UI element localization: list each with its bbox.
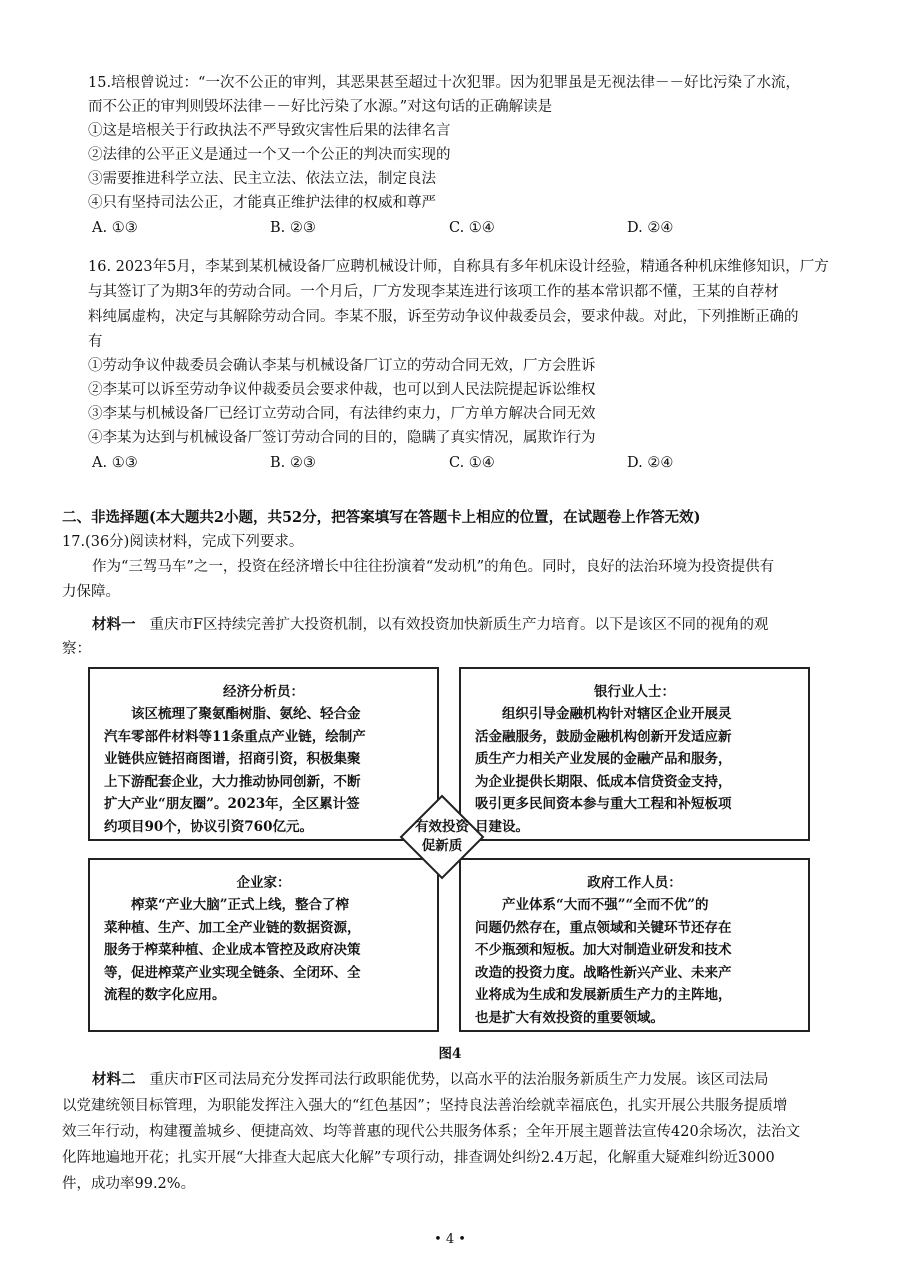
material1-line bbox=[92, 614, 769, 636]
material2-line-3: 效三年行动，构建覆盖城乡、便捷高效、均等普惠的现代公共服务体系；全年开展主题普法宣传420余场次，法治文 bbox=[62, 1124, 801, 1140]
box-tl-line: 扩大产业“朋友圈”。2023年，全区累计签 bbox=[104, 796, 360, 812]
box-tr-line: 质生产力相关产业发展的金融产品和服务， bbox=[475, 751, 732, 767]
q15-statement-4: ④只有坚持司法公正，才能真正维护法律的权威和尊严 bbox=[88, 195, 436, 211]
q15-statement-1: ①这是培根关于行政执法不严导致灾害性后果的法律名言 bbox=[88, 123, 451, 139]
center-line-1: 有效投资 bbox=[415, 819, 469, 835]
box-br-line: 改造的投资力度。战略性新兴产业、未来产 bbox=[475, 964, 732, 981]
page-number: • 4 • bbox=[434, 1232, 466, 1247]
box-bl-line: 榨菜“产业大脑”正式上线，整合了榨 bbox=[131, 897, 350, 913]
box-entrepreneur bbox=[88, 858, 439, 1032]
box-br-line: 问题仍然存在，重点领域和关键环节还存在 bbox=[475, 919, 732, 936]
q16-statement-2: ②李某可以诉至劳动争议仲裁委员会要求仲裁，也可以到人民法院提起诉讼维权 bbox=[88, 382, 596, 398]
material1-label: 材料一 bbox=[92, 616, 136, 633]
box-tl-line: 约项目90个，协议引资760亿元。 bbox=[104, 818, 313, 835]
q16-statement-3: ③李某与机械设备厂已经订立劳动合同，有法律约束力，厂方单方解决合同无效 bbox=[88, 406, 596, 422]
center-diamond-text bbox=[405, 818, 479, 856]
material1-text: 重庆市F区持续完善扩大投资机制，以有效投资加快新质生产力培育。以下是该区不同的视角的观 bbox=[149, 617, 769, 633]
q16-line-3: 料纯属虚构，决定与其解除劳动合同。李某不服，诉至劳动争议仲裁委员会，要求仲裁。对此，下列推断正确的 bbox=[88, 309, 799, 325]
q16-line-4: 有 bbox=[88, 334, 103, 350]
box-banker-title: 银行业人士： bbox=[594, 684, 675, 700]
q17-para1-line1: 作为“三驾马车”之一，投资在经济增长中往往扮演着“发动机”的角色。同时，良好的法治环境为投资提供有 bbox=[92, 559, 775, 575]
center-line-2: 促新质 bbox=[421, 838, 463, 854]
q15-option-d: D. ②④ bbox=[627, 220, 674, 236]
box-tl-line: 汽车零部件材料等11条重点产业链，绘制产 bbox=[104, 728, 366, 745]
q15-option-a: A. ①③ bbox=[92, 220, 138, 236]
q16-statement-4: ④李某为达到与机械设备厂签订劳动合同的目的，隐瞒了真实情况，属欺诈行为 bbox=[88, 430, 596, 446]
q16-line-1: 16. 2023年5月，李某到某机械设备厂应聘机械设计师，自称具有多年机床设计经验，精通各种机床维修知识，厂方 bbox=[88, 259, 829, 275]
box-bl-line: 等，促进榨菜产业实现全链条、全闭环、全 bbox=[104, 964, 361, 981]
box-government-staff-title: 政府工作人员： bbox=[587, 875, 682, 891]
q16-statement-1: ①劳动争议仲裁委员会确认李某与机械设备厂订立的劳动合同无效，厂方会胜诉 bbox=[88, 358, 596, 374]
box-tr-line: 目建设。 bbox=[475, 818, 529, 835]
q17-para1-line2: 力保障。 bbox=[62, 584, 120, 600]
material2-label: 材料二 bbox=[92, 1071, 136, 1088]
q15-line-2: 而不公正的审判则毁坏法律－－好比污染了水源。”对这句话的正确解读是 bbox=[88, 99, 553, 115]
box-tr-line: 活金融服务，鼓励金融机构创新开发适应新 bbox=[475, 728, 732, 745]
box-bl-line: 服务于榨菜种植、企业成本管控及政府决策 bbox=[104, 942, 361, 958]
box-tl-line: 业链供应链招商图谱，招商引资，积极集聚 bbox=[104, 751, 361, 767]
box-economic-analyst bbox=[88, 667, 439, 841]
box-tr-line: 吸引更多民间资本参与重大工程和补短板项 bbox=[475, 796, 732, 812]
q15-option-c: C. ①④ bbox=[449, 220, 495, 236]
q15-statement-2: ②法律的公平正义是通过一个又一个公正的判决而实现的 bbox=[88, 147, 451, 163]
box-economic-analyst-title: 经济分析员： bbox=[223, 684, 304, 700]
q17-intro: 17.(36分)阅读材料，完成下列要求。 bbox=[62, 534, 304, 550]
box-banker bbox=[459, 667, 810, 841]
material2-line-2: 以党建统领目标管理，为职能发挥注入强大的“红色基因”；坚持良法善治绘就幸福底色，扎实开展公共服务提质增 bbox=[62, 1098, 788, 1114]
q16-option-a: A. ①③ bbox=[92, 455, 138, 471]
material1-cont: 察： bbox=[62, 641, 91, 657]
q15-option-b: B. ②③ bbox=[270, 220, 316, 236]
q16-option-d: D. ②④ bbox=[627, 455, 674, 471]
box-bl-line: 流程的数字化应用。 bbox=[104, 987, 226, 1003]
box-br-line: 业将成为生成和发展新质生产力的主阵地， bbox=[475, 987, 732, 1003]
box-entrepreneur-title: 企业家： bbox=[236, 875, 291, 891]
q15-line-1: 15.培根曾说过：“一次不公正的审判，其恶果甚至超过十次犯罪。因为犯罪虽是无视法律－－好比污染了水流， bbox=[88, 75, 800, 91]
q16-line-2: 与其签订了为期3年的劳动合同。一个月后，厂方发现李某连进行该项工作的基本常识都不懂，王某的自荐材 bbox=[88, 284, 779, 300]
box-br-line: 不少瓶颈和短板。加大对制造业研发和技术 bbox=[475, 942, 732, 958]
box-tr-line: 为企业提供长期限、低成本信贷资金支持， bbox=[475, 773, 732, 790]
section2-heading: 二、非选择题(本大题共2小题，共52分，把答案填写在答题卡上相应的位置，在试题卷上作答无效) bbox=[62, 509, 701, 526]
box-bl-line: 菜种植、生产、加工全产业链的数据资源， bbox=[104, 919, 361, 936]
box-tr-line: 组织引导金融机构针对辖区企业开展灵 bbox=[502, 706, 732, 722]
material2-line bbox=[92, 1069, 769, 1091]
box-tl-line: 上下游配套企业，大力推动协同创新，不断 bbox=[104, 773, 361, 790]
figure-caption: 图4 bbox=[438, 1046, 462, 1062]
box-br-line: 产业体系“大而不强”“全而不优”的 bbox=[502, 897, 709, 913]
box-br-line: 也是扩大有效投资的重要领域。 bbox=[475, 1009, 664, 1026]
q15-statement-3: ③需要推进科学立法、民主立法、依法立法，制定良法 bbox=[88, 171, 436, 187]
material2-text: 重庆市F区司法局充分发挥司法行政职能优势，以高水平的法治服务新质生产力发展。该区司法局 bbox=[149, 1072, 769, 1088]
material2-line-4: 化阵地遍地开花；扎实开展“大排查大起底大化解”专项行动，排查调处纠纷2.4万起，化解重大疑难纠纷近3000 bbox=[62, 1150, 775, 1166]
box-tl-line: 该区梳理了聚氨酯树脂、氨纶、轻合金 bbox=[131, 706, 361, 722]
q16-option-c: C. ①④ bbox=[449, 455, 495, 471]
box-government-staff bbox=[459, 858, 810, 1032]
material2-line-5: 件，成功率99.2%。 bbox=[62, 1176, 196, 1192]
q16-option-b: B. ②③ bbox=[270, 455, 316, 471]
